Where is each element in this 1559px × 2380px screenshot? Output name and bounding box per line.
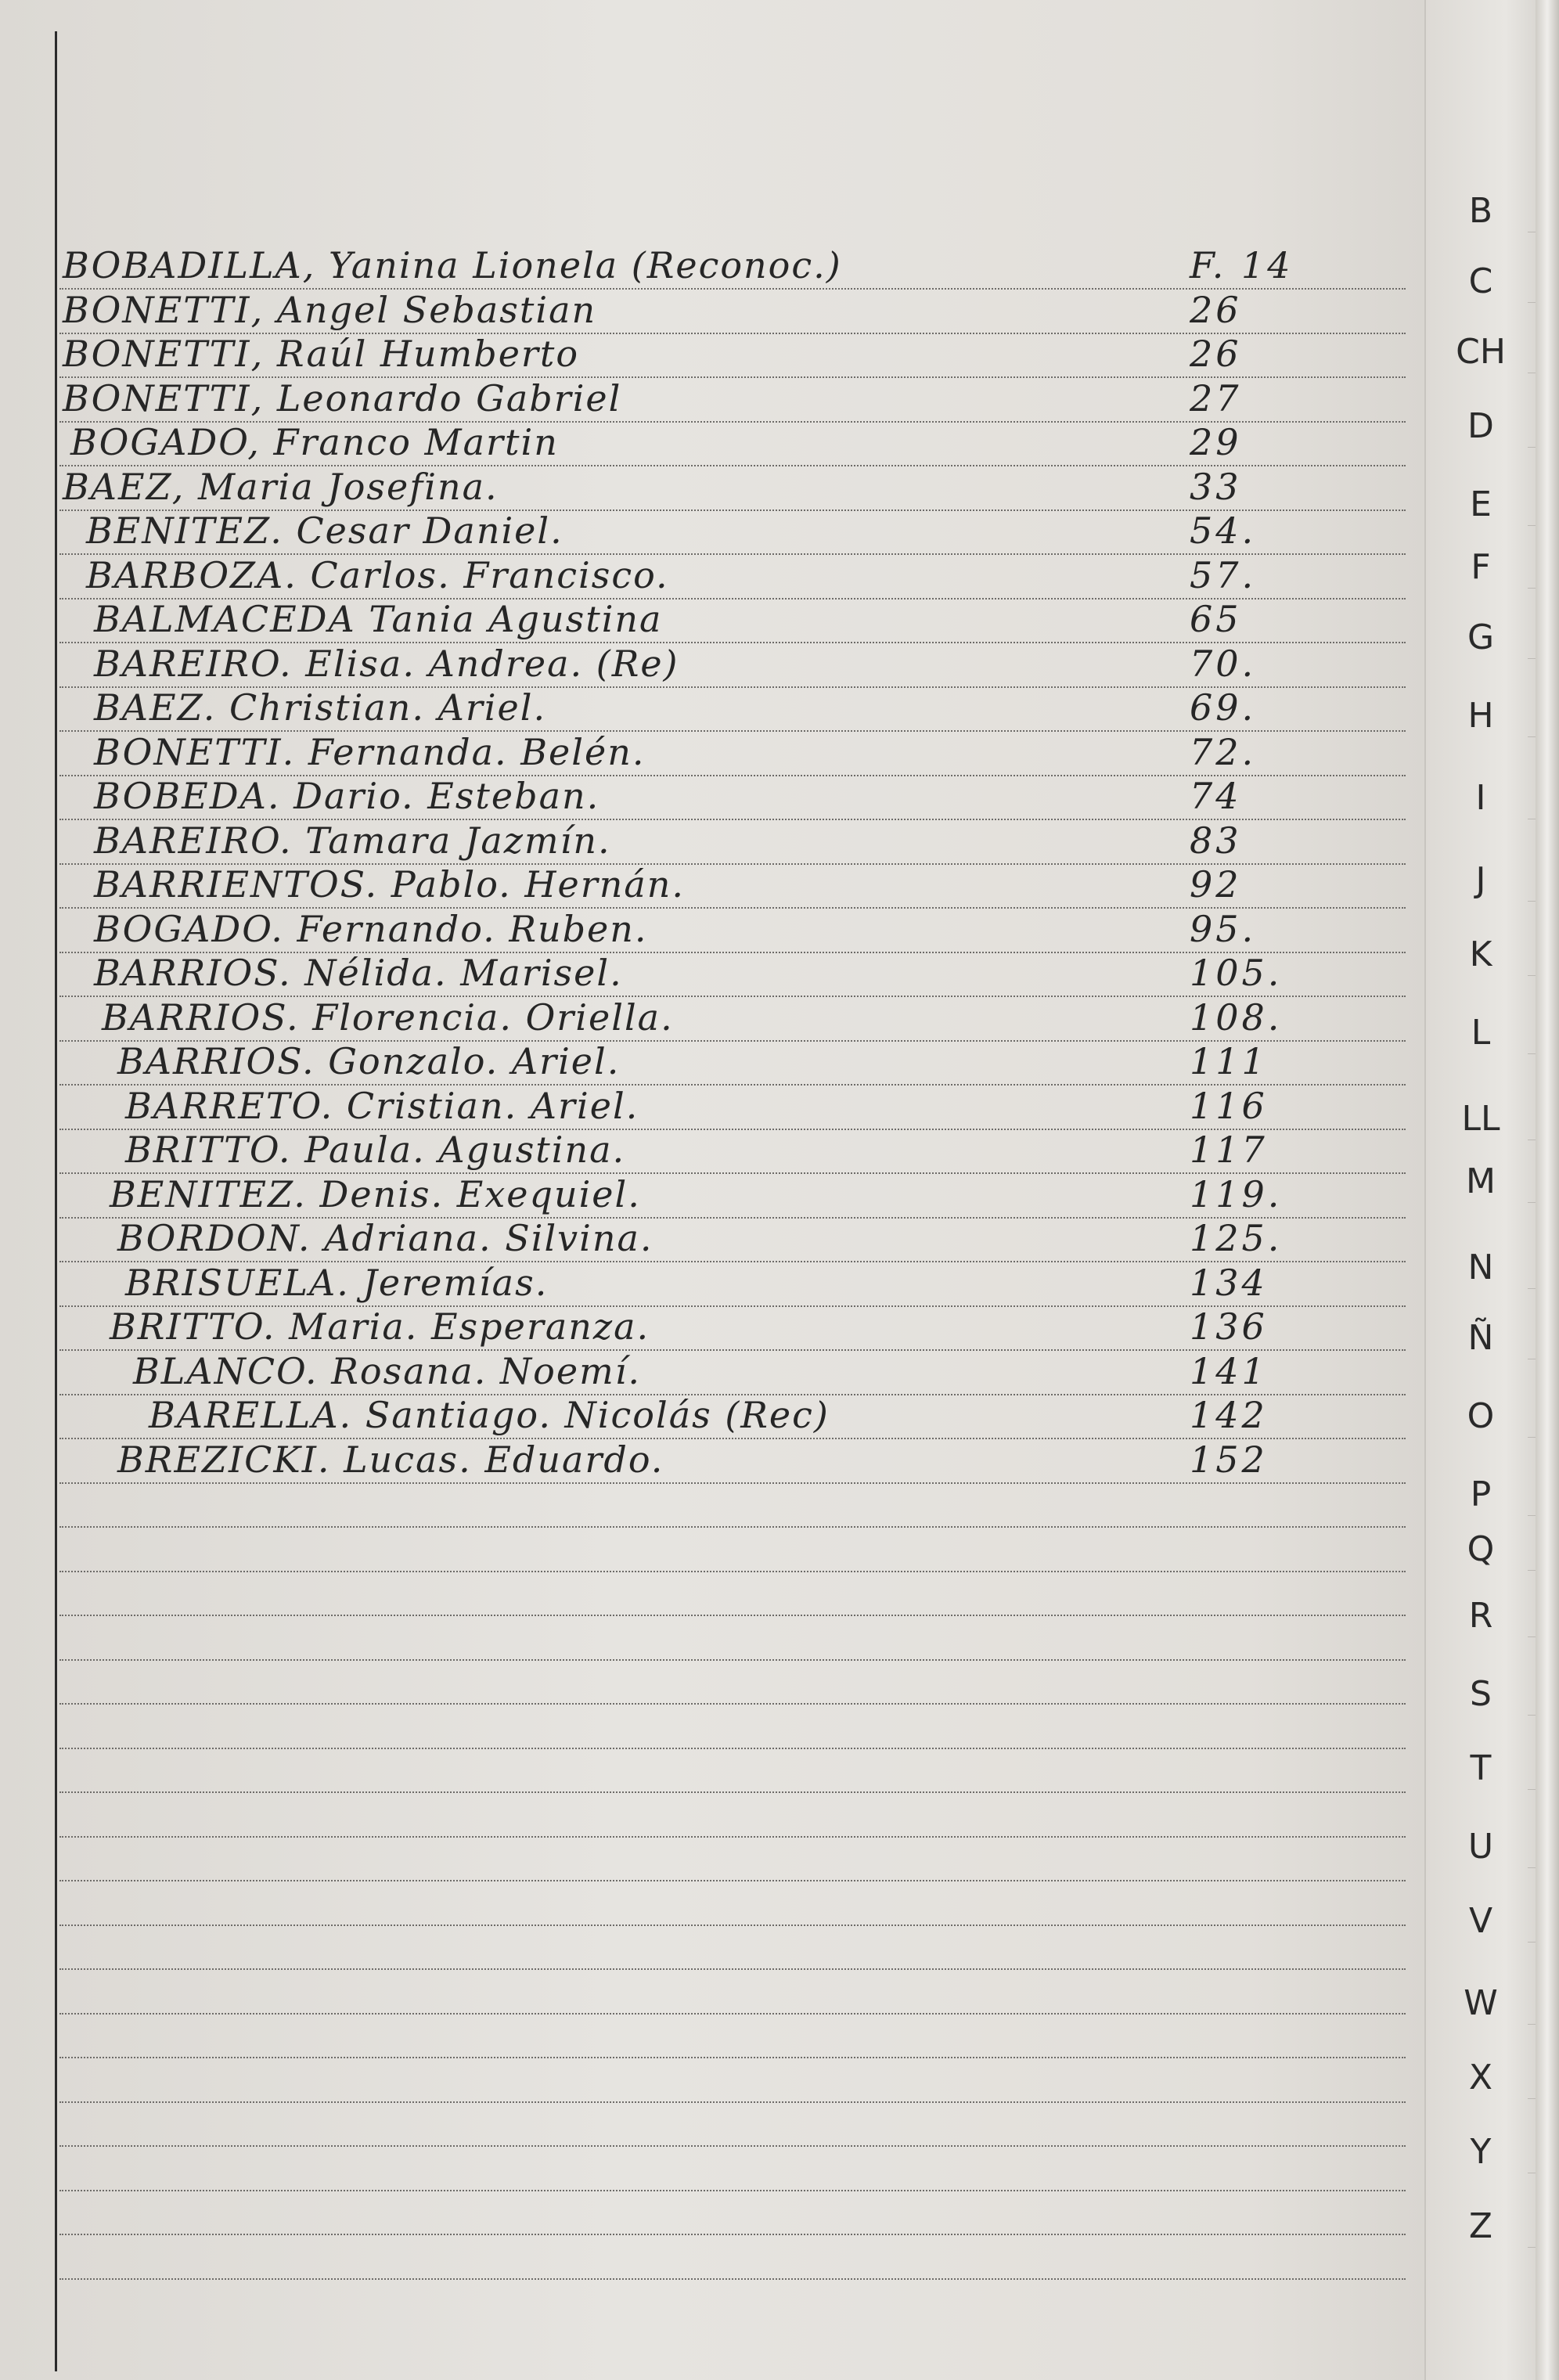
index-tab[interactable]: I — [1426, 775, 1536, 822]
ruled-line — [59, 1571, 1406, 1572]
index-tab[interactable]: H — [1426, 693, 1536, 740]
index-tab[interactable]: D — [1426, 403, 1536, 450]
ruled-line — [59, 1836, 1406, 1838]
entry-folio: 65 — [1190, 598, 1242, 640]
ruled-line — [59, 2057, 1406, 2058]
entry-row — [63, 289, 1409, 333]
entry-row — [63, 333, 1409, 376]
entry-row — [63, 1085, 1409, 1129]
index-tab[interactable]: R — [1426, 1593, 1536, 1640]
index-tab[interactable]: Q — [1426, 1526, 1536, 1573]
entry-row — [63, 598, 1409, 642]
ruled-line — [59, 2013, 1406, 2015]
entry-name: BOBEDA. Dario. Esteban. — [94, 775, 600, 817]
entry-name: BONETTI, Leonardo Gabriel — [63, 377, 622, 419]
entry-folio: 74 — [1190, 775, 1242, 817]
entry-row — [63, 819, 1409, 863]
entry-folio: 119. — [1190, 1173, 1283, 1215]
entry-name: BAEZ, Maria Josefina. — [63, 466, 499, 508]
entry-row — [63, 908, 1409, 952]
entry-name: BARBOZA. Carlos. Francisco. — [86, 554, 669, 596]
entry-row — [63, 1217, 1409, 1261]
entry-folio: 141 — [1190, 1350, 1268, 1392]
index-tab[interactable]: J — [1426, 857, 1536, 904]
entry-row — [63, 686, 1409, 730]
entry-name: BLANCO. Rosana. Noemí. — [133, 1350, 642, 1392]
entry-folio: 70. — [1190, 643, 1257, 685]
margin-line — [55, 31, 57, 2371]
index-tab[interactable]: C — [1426, 258, 1536, 305]
ruled-line — [59, 1659, 1406, 1661]
ruled-line — [59, 2234, 1406, 2235]
index-tab[interactable]: CH — [1426, 329, 1536, 376]
ruled-line — [59, 2101, 1406, 2103]
index-tab[interactable]: LL — [1426, 1096, 1536, 1143]
entry-folio: 105. — [1190, 952, 1283, 994]
entry-folio: F. 14 — [1190, 244, 1294, 286]
page-edge — [1536, 0, 1559, 2380]
index-tab[interactable]: Ñ — [1426, 1315, 1536, 1362]
ruled-line — [59, 1526, 1406, 1528]
entry-name: BENITEZ. Denis. Exequiel. — [110, 1173, 641, 1215]
entry-name: BRISUELA. Jeremías. — [125, 1262, 549, 1304]
entry-row — [63, 996, 1409, 1040]
entry-folio: 26 — [1190, 289, 1242, 331]
entry-row — [63, 1262, 1409, 1305]
entry-name: BRITTO. Maria. Esperanza. — [110, 1305, 650, 1348]
ruled-line — [59, 1791, 1406, 1793]
entry-row — [63, 1394, 1409, 1438]
entry-folio: 27 — [1190, 377, 1242, 419]
entry-name: BAREIRO. Elisa. Andrea. (Re) — [94, 643, 679, 685]
entry-name: BONETTI, Raúl Humberto — [63, 333, 580, 375]
index-tab[interactable]: K — [1426, 931, 1536, 978]
index-tab[interactable]: V — [1426, 1898, 1536, 1945]
entry-row — [63, 421, 1409, 465]
index-tab[interactable]: G — [1426, 614, 1536, 661]
entry-folio: 111 — [1190, 1040, 1268, 1082]
entry-folio: 92 — [1190, 863, 1242, 906]
entry-name: BAREIRO. Tamara Jazmín. — [94, 819, 611, 862]
entry-row — [63, 1305, 1409, 1349]
entry-row — [63, 863, 1409, 907]
entry-folio: 26 — [1190, 333, 1242, 375]
ruled-line — [59, 1925, 1406, 1926]
entry-row — [63, 1173, 1409, 1217]
entry-name: BRITTO. Paula. Agustina. — [125, 1129, 626, 1171]
index-tab[interactable]: F — [1426, 544, 1536, 591]
entry-folio: 29 — [1190, 421, 1242, 463]
entry-name: BENITEZ. Cesar Daniel. — [86, 509, 563, 552]
entry-folio: 57. — [1190, 554, 1257, 596]
entry-row — [63, 554, 1409, 598]
entry-folio: 72. — [1190, 731, 1257, 773]
entry-name: BORDON. Adriana. Silvina. — [117, 1217, 653, 1259]
entry-name: BARRIOS. Gonzalo. Ariel. — [117, 1040, 621, 1082]
entry-name: BONETTI. Fernanda. Belén. — [94, 731, 646, 773]
index-tab[interactable]: B — [1426, 188, 1536, 235]
index-tab[interactable]: N — [1426, 1244, 1536, 1291]
ruled-line — [59, 1748, 1406, 1749]
index-tab[interactable]: T — [1426, 1745, 1536, 1792]
entry-row — [63, 952, 1409, 996]
ruled-line — [59, 2278, 1406, 2280]
entry-row — [63, 509, 1409, 553]
ruled-line — [59, 1968, 1406, 1970]
ruled-line — [59, 2190, 1406, 2191]
index-tab[interactable]: Z — [1426, 2203, 1536, 2250]
index-tab[interactable]: S — [1426, 1671, 1536, 1718]
entry-folio: 54. — [1190, 509, 1257, 552]
entry-name: BARRIENTOS. Pablo. Hernán. — [94, 863, 686, 906]
index-tab[interactable]: U — [1426, 1824, 1536, 1871]
entry-folio: 117 — [1190, 1129, 1268, 1171]
entry-name: BARRIOS. Florencia. Oriella. — [102, 996, 674, 1039]
entry-name: BARRETO. Cristian. Ariel. — [125, 1085, 639, 1127]
entry-name: BOGADO. Fernando. Ruben. — [94, 908, 648, 950]
entry-row — [63, 466, 1409, 509]
index-tab[interactable]: P — [1426, 1471, 1536, 1518]
entry-row — [63, 731, 1409, 775]
ruled-line — [59, 1703, 1406, 1705]
entry-row — [63, 1129, 1409, 1172]
entry-folio: 69. — [1190, 686, 1257, 729]
entry-folio: 108. — [1190, 996, 1283, 1039]
entry-name: BARRIOS. Nélida. Marisel. — [94, 952, 623, 994]
index-tab[interactable]: Y — [1426, 2129, 1536, 2176]
entry-folio: 136 — [1190, 1305, 1268, 1348]
index-tab[interactable]: M — [1426, 1158, 1536, 1205]
ruled-line — [59, 1482, 1406, 1484]
entry-row — [63, 775, 1409, 819]
entry-row — [63, 1350, 1409, 1394]
ruled-line — [59, 1615, 1406, 1616]
entry-folio: 95. — [1190, 908, 1257, 950]
entry-row — [63, 1040, 1409, 1084]
entry-row — [63, 1438, 1409, 1482]
entry-row — [63, 643, 1409, 686]
entry-folio: 116 — [1190, 1085, 1268, 1127]
entry-row — [63, 244, 1409, 288]
entry-row — [63, 377, 1409, 421]
index-tab[interactable]: W — [1426, 1980, 1536, 2027]
index-tab[interactable]: E — [1426, 481, 1536, 528]
entry-folio: 125. — [1190, 1217, 1283, 1259]
index-tab[interactable]: O — [1426, 1393, 1536, 1440]
entry-folio: 83 — [1190, 819, 1242, 862]
entry-name: BARELLA. Santiago. Nicolás (Rec) — [149, 1394, 830, 1436]
index-tab[interactable]: L — [1426, 1010, 1536, 1057]
ruled-line — [59, 2145, 1406, 2147]
entry-name: BALMACEDA Tania Agustina — [94, 598, 663, 640]
entry-folio: 33 — [1190, 466, 1242, 508]
entry-folio: 142 — [1190, 1394, 1268, 1436]
entry-name: BREZICKI. Lucas. Eduardo. — [117, 1438, 664, 1481]
ruled-line — [59, 1880, 1406, 1881]
entry-name: BONETTI, Angel Sebastian — [63, 289, 597, 331]
entry-folio: 152 — [1190, 1438, 1268, 1481]
index-tab[interactable]: X — [1426, 2054, 1536, 2101]
entry-name: BOBADILLA, Yanina Lionela (Reconoc.) — [63, 244, 842, 286]
entry-folio: 134 — [1190, 1262, 1268, 1304]
entry-name: BOGADO, Franco Martin — [70, 421, 559, 463]
entry-name: BAEZ. Christian. Ariel. — [94, 686, 547, 729]
